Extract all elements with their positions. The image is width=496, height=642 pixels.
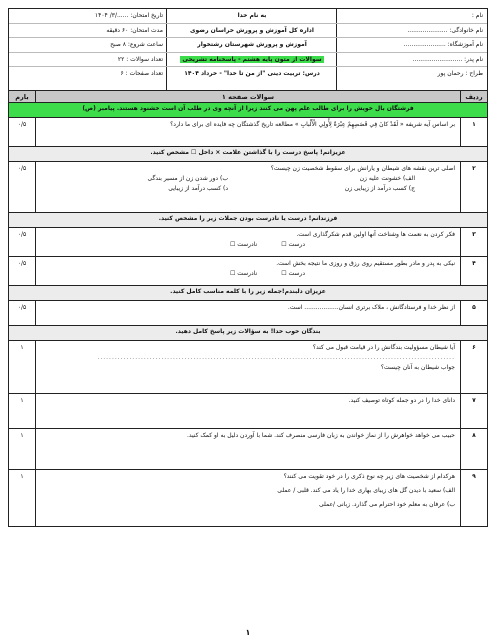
question-number: ۱: [460, 118, 487, 146]
question-score: ۱: [20, 432, 24, 439]
page-number: ۱: [245, 628, 251, 637]
question-score: ۱: [20, 397, 24, 404]
false-choice[interactable]: نادرست ☐: [229, 270, 258, 277]
question-score: ۰/۵: [17, 165, 27, 172]
instruction-text: عزیزان دلبندم!جمله زیر را با کلمه مناسب کامل کنید.: [170, 288, 326, 295]
question-number: ۸: [460, 429, 487, 469]
exam-page: [8, 8, 488, 637]
question-number: ۹: [460, 470, 487, 526]
question-number: ۶: [460, 341, 487, 393]
instruction-row: [9, 212, 487, 227]
col-score: بارم: [15, 93, 29, 101]
exam-header: [8, 8, 488, 91]
item-a: الف) سعید با دیدن گل های زیبای بهاری خدا را یاد می کند. قلبی / عملی: [277, 487, 455, 494]
question-text: آیا شیطان مسؤولیت بندگانش را در قیامت قبول می کند؟: [312, 344, 455, 351]
page-count: تعداد صفحات : ۶: [120, 70, 163, 77]
true-false-choices: [41, 269, 455, 279]
option-b[interactable]: ب) دور شدن زن از مسیر بندگی: [147, 175, 228, 182]
exam-duration: مدت امتحان: ۶۰ دقیقه: [9, 24, 167, 39]
district-name: آموزش و پرورش شهرستان رشتخوار: [167, 38, 337, 53]
question-number: ۴: [460, 257, 487, 285]
student-family: نام خانوادگی: .....................: [337, 24, 487, 39]
instruction-row: [9, 285, 487, 300]
instruction-text: عزیزانم! پاسخ درست را با گذاشتن علامت × داخل ☐ مشخص کنید.: [150, 149, 346, 156]
question-row: [9, 227, 487, 256]
father-name: نام پدر: ..........................: [337, 53, 487, 68]
question-text: دانای خدا را در دو جمله کوتاه توصیف کنید.: [35, 394, 460, 428]
question-score: ۰/۵: [17, 260, 27, 267]
question-text: اصلی ترین نقشه های شیطان و یارانش برای سقوط شخصیت زن چیست؟: [270, 165, 455, 172]
question-score: ۱: [20, 473, 24, 480]
question-number: ۷: [460, 394, 487, 428]
col-num: ردیف: [460, 91, 487, 102]
start-time: ساعت شروع: ۸ صبح: [9, 38, 167, 53]
followup-text: جواب شیطان به آنان چیست؟: [380, 364, 455, 371]
question-score: ۰/۵: [17, 231, 27, 238]
org-name: اداره کل آموزش و پرورش خراسان رضوی: [167, 24, 337, 39]
answer-line[interactable]: ...........................................................................................................................: [97, 354, 455, 361]
exam-title-block: [166, 9, 337, 90]
question-text: از نظر خدا و فرستادگانش ، ملاک برتری انسان.................. است.: [35, 301, 460, 325]
question-row: [9, 117, 487, 146]
options-list: [41, 174, 455, 194]
question-text: حبیب می خواهد خواهرش را از نماز خواندن به زبان فارسی منصرف کند. شما با آوردن دلیل به او کمک کنید.: [35, 429, 460, 469]
true-choice[interactable]: درست ☐: [281, 270, 305, 277]
option-d[interactable]: د) کسب درآمد از زیبایی: [168, 185, 228, 192]
question-row: [9, 469, 487, 526]
question-text: فکر کردن به نعمت ها وشناخت آنها اولین قدم شکرگذاری است.: [296, 231, 455, 238]
instruction-text: فرزندانم! درست یا نادرست بودن جملات زیر را مشخص کنید.: [158, 215, 338, 222]
instruction-row: [9, 103, 487, 117]
item-b: ب) عرفان به معلم خود احترام می گذارد. زبانی /عملی: [319, 501, 455, 508]
col-title: سوالات صفحه ۱: [35, 91, 460, 102]
true-false-choices: [41, 240, 455, 250]
student-info: [336, 9, 487, 90]
question-score: ۱: [20, 344, 24, 351]
school-name: نام آموزشگاه: ......................: [337, 38, 487, 53]
false-choice[interactable]: نادرست ☐: [229, 241, 258, 248]
question-text: نیکی به پدر و مادر بطور مستقیم روی رزق و روزی ما نتیجه بخش است.: [276, 260, 455, 267]
option-c[interactable]: ج) کسب درآمد از زیبایی زن: [344, 185, 415, 192]
hadith-instruction: فرشتگان بال خویش را برای طالب علم پهن می کنند زیرا از آنچه وی در طلب آن است خشنود هستند. پیامبر (ص): [82, 105, 414, 112]
option-a[interactable]: الف) خشونت علیه زن: [359, 175, 415, 182]
true-choice[interactable]: درست ☐: [281, 241, 305, 248]
question-row: [9, 393, 487, 428]
question-score: ۰/۵: [17, 121, 27, 128]
question-text: هرکدام از شخصیت های زیر چه نوع ذکری را در خود تقویت می کنند؟: [283, 473, 455, 480]
question-count: تعداد سوالات : ۲۲: [9, 53, 167, 68]
question-row: [9, 340, 487, 393]
question-number: ۲: [460, 162, 487, 212]
exam-date: تاریخ امتحان: ....../۳/ ۱۴۰۴: [9, 9, 167, 24]
question-number: ۵: [460, 301, 487, 325]
question-score: ۰/۵: [17, 304, 27, 311]
question-table: [8, 103, 488, 527]
student-name: نام :: [337, 9, 487, 24]
question-text: بر اساس آیه شریفه « لَقَدْ كانَ فِي قَصَصِهِمْ عِبْرَةٌ لِأُولِي الْأَلْبابِ » مطالعه تاریخ گذشتگان چه فایده ای برای ما دارد؟: [35, 118, 460, 146]
question-row: [9, 428, 487, 469]
instruction-row: [9, 146, 487, 161]
question-row: [9, 300, 487, 325]
basmala: به نام خدا: [167, 9, 337, 24]
question-number: ۳: [460, 228, 487, 256]
column-header: [8, 91, 488, 103]
instruction-row: [9, 325, 487, 340]
question-row: [9, 161, 487, 212]
course-title: درس: تربیت دینی "از من تا خدا" - خرداد ۱۴۰۴: [184, 70, 320, 77]
question-row: [9, 256, 487, 285]
designer: طراح : رحمان پور: [437, 70, 483, 77]
instruction-text: بندگان خوب خدا! به سؤالات زیر پاسخ کامل دهید.: [175, 328, 321, 335]
exam-meta: [9, 9, 167, 90]
exam-subtitle: سوالات از متون پایه هشتم - پاسخنامه تشریحی: [182, 55, 322, 63]
